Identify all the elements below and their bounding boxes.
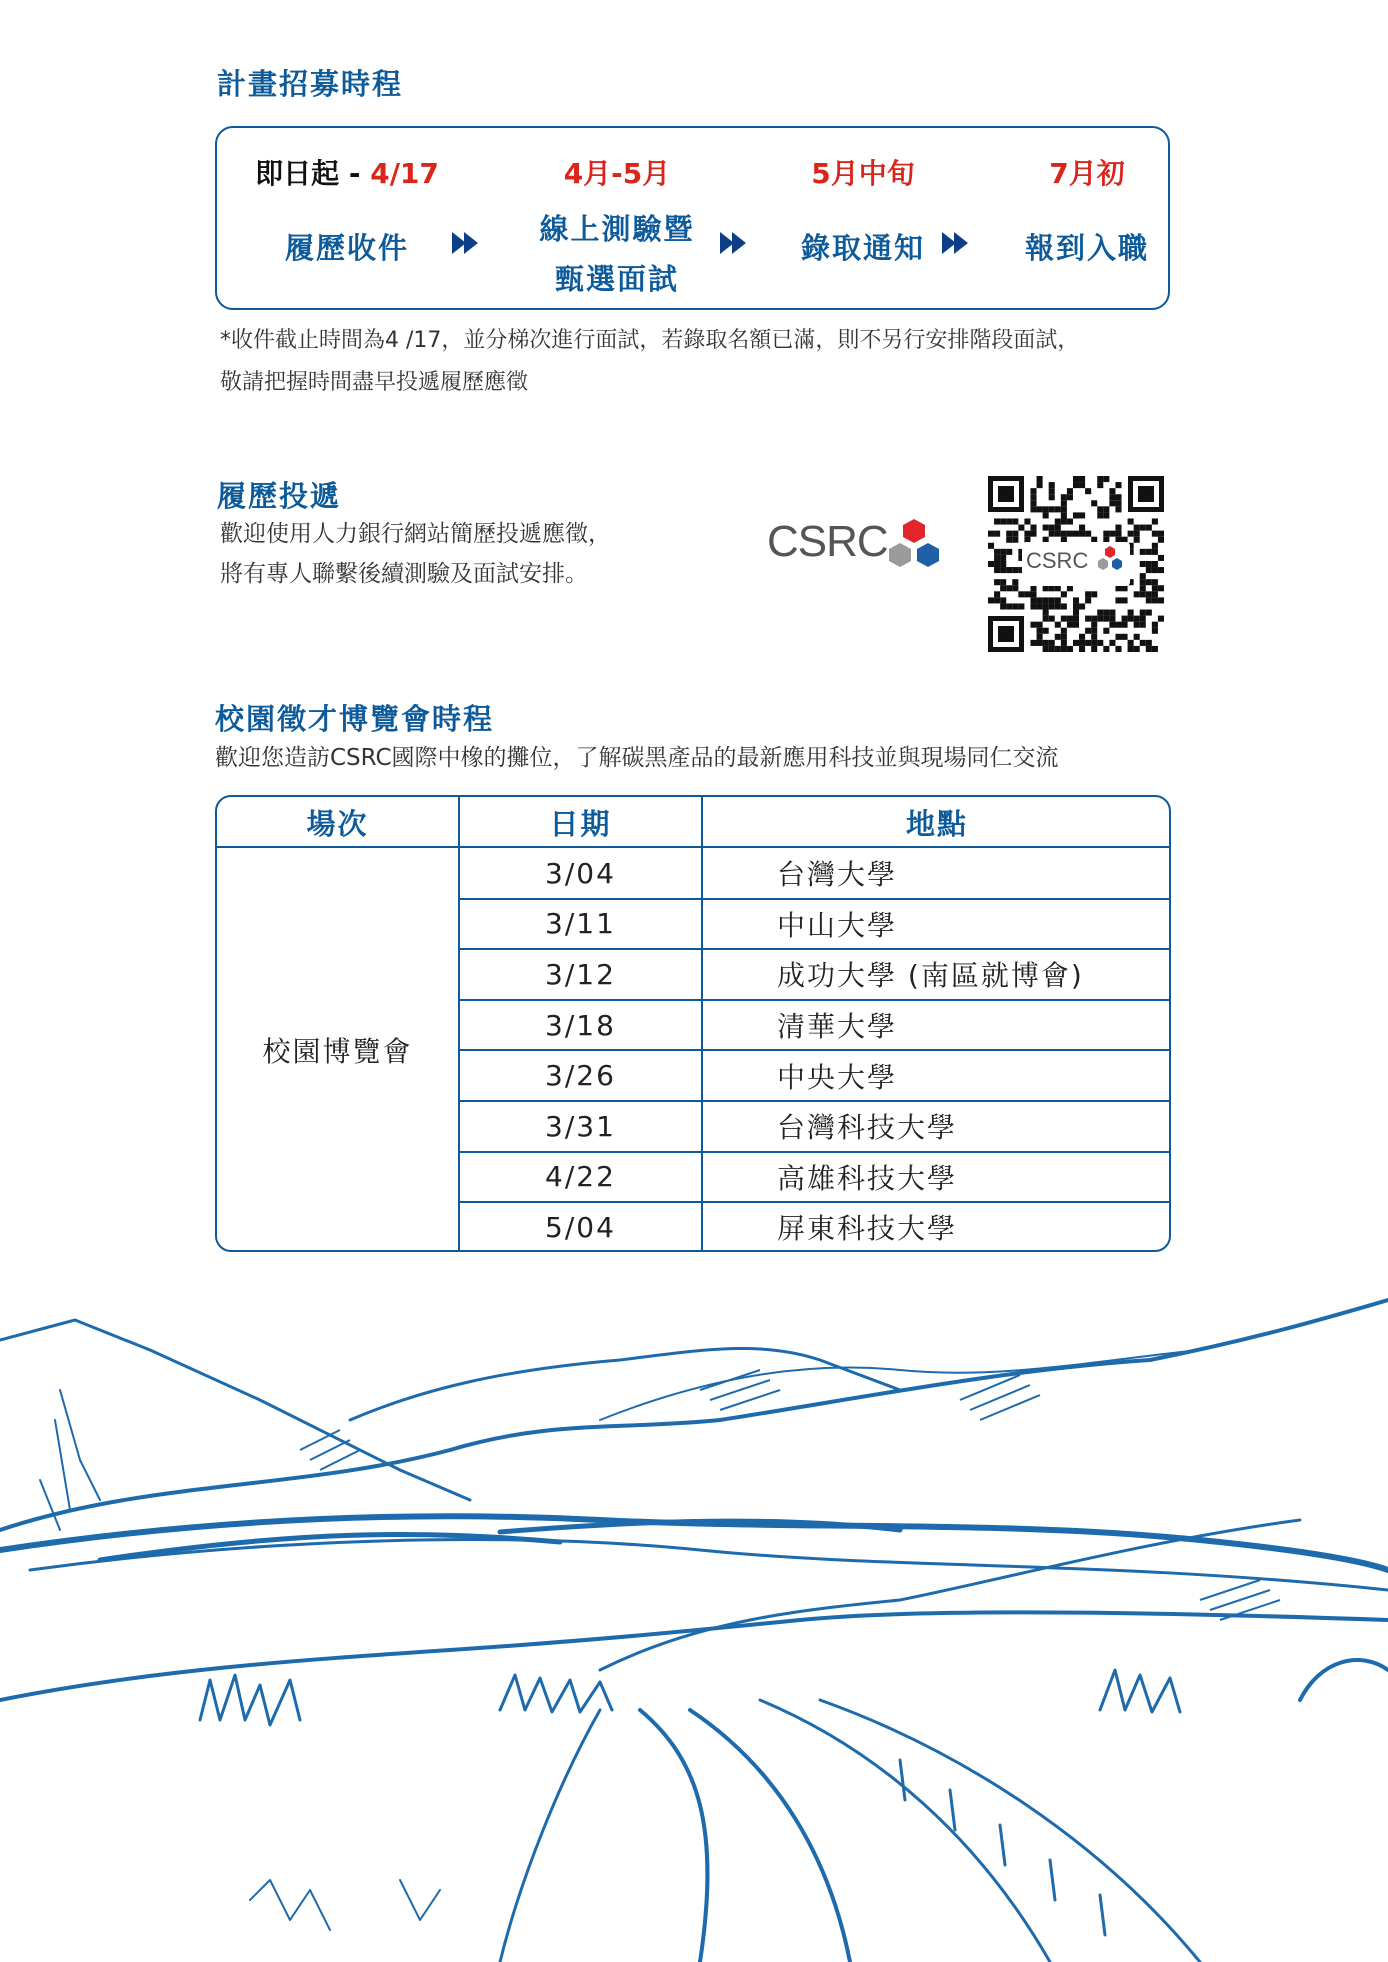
header-place: 地點 [905, 806, 968, 841]
table-row-place: 高雄科技大學 [777, 1161, 958, 1195]
table-row-place: 屏東科技大學 [777, 1212, 958, 1246]
timeline-step-test-line2: 甄選面試 [554, 262, 679, 296]
timeline-date-value: 4/17 [370, 157, 439, 190]
schedule-title: 計畫招募時程 [217, 67, 404, 101]
table-row-place: 成功大學 (南區就博會) [777, 959, 1084, 993]
resume-title: 履歷投遞 [217, 479, 342, 513]
table-row-date: 4/22 [545, 1160, 616, 1194]
table-row-date: 3/12 [545, 957, 616, 991]
double-arrow-icon [452, 232, 482, 254]
session-cell: 校園博覽會 [262, 1035, 413, 1068]
table-row-date: 3/31 [545, 1109, 616, 1143]
double-arrow-icon [942, 232, 972, 254]
header-date: 日期 [549, 806, 612, 841]
table-row-place: 中央大學 [777, 1060, 898, 1094]
table-row-place: 中山大學 [777, 908, 898, 942]
timeline-step-test [507, 204, 727, 304]
timeline-date-prefix: 即日起 - [255, 157, 371, 190]
qr-logo-text: CSRC [1026, 548, 1089, 573]
hexagon-logo-icon [883, 517, 945, 575]
resume-description [220, 514, 611, 594]
table-row-place: 清華大學 [777, 1010, 898, 1044]
table-row-date: 3/26 [545, 1059, 616, 1093]
table-row-date: 5/04 [545, 1210, 616, 1244]
timeline-date-3: 5月中旬 [811, 157, 915, 190]
csrc-logo [765, 515, 945, 577]
table-row-place: 台灣科技大學 [777, 1111, 958, 1145]
qr-code[interactable] [988, 476, 1164, 652]
schedule-note-line1: *收件截止時間為4 /17，並分梯次進行面試，若錄取名額已滿，則不另行安排階段面試， [220, 328, 1080, 353]
table-row-place: 台灣大學 [777, 858, 898, 892]
double-arrow-icon [720, 232, 750, 254]
timeline-step-onboard: 報到入職 [1024, 231, 1149, 265]
schedule-note [220, 320, 1079, 404]
resume-line1: 歡迎使用人力銀行網站簡歷投遞應徵， [220, 521, 611, 547]
timeline-step-offer: 錄取通知 [800, 231, 925, 265]
fair-intro: 歡迎您造訪CSRC國際中橡的攤位，了解碳黑產品的最新應用科技並與現場同仁交流 [215, 745, 1059, 771]
header-session: 場次 [306, 806, 369, 841]
fair-table [215, 795, 1171, 1252]
timeline-step-resume: 履歷收件 [284, 231, 409, 265]
timeline-date-4: 7月初 [1049, 157, 1125, 190]
schedule-note-line2: 敬請把握時間盡早投遞履歷應徵 [220, 370, 529, 395]
timeline-step-test-line1: 線上測驗暨 [539, 212, 695, 246]
table-row-date: 3/11 [545, 907, 616, 941]
csrc-logo-text: CSRC [767, 517, 888, 566]
table-row-date: 3/18 [545, 1008, 616, 1042]
resume-line2: 將有專人聯繫後續測驗及面試安排。 [220, 561, 588, 587]
timeline-date-1 [247, 152, 447, 192]
landscape-illustration [0, 1280, 1388, 1962]
timeline-date-2: 4月-5月 [563, 157, 671, 190]
recruitment-timeline [215, 126, 1170, 310]
fair-title: 校園徵才博覽會時程 [215, 702, 495, 736]
table-row-date: 3/04 [545, 856, 616, 890]
